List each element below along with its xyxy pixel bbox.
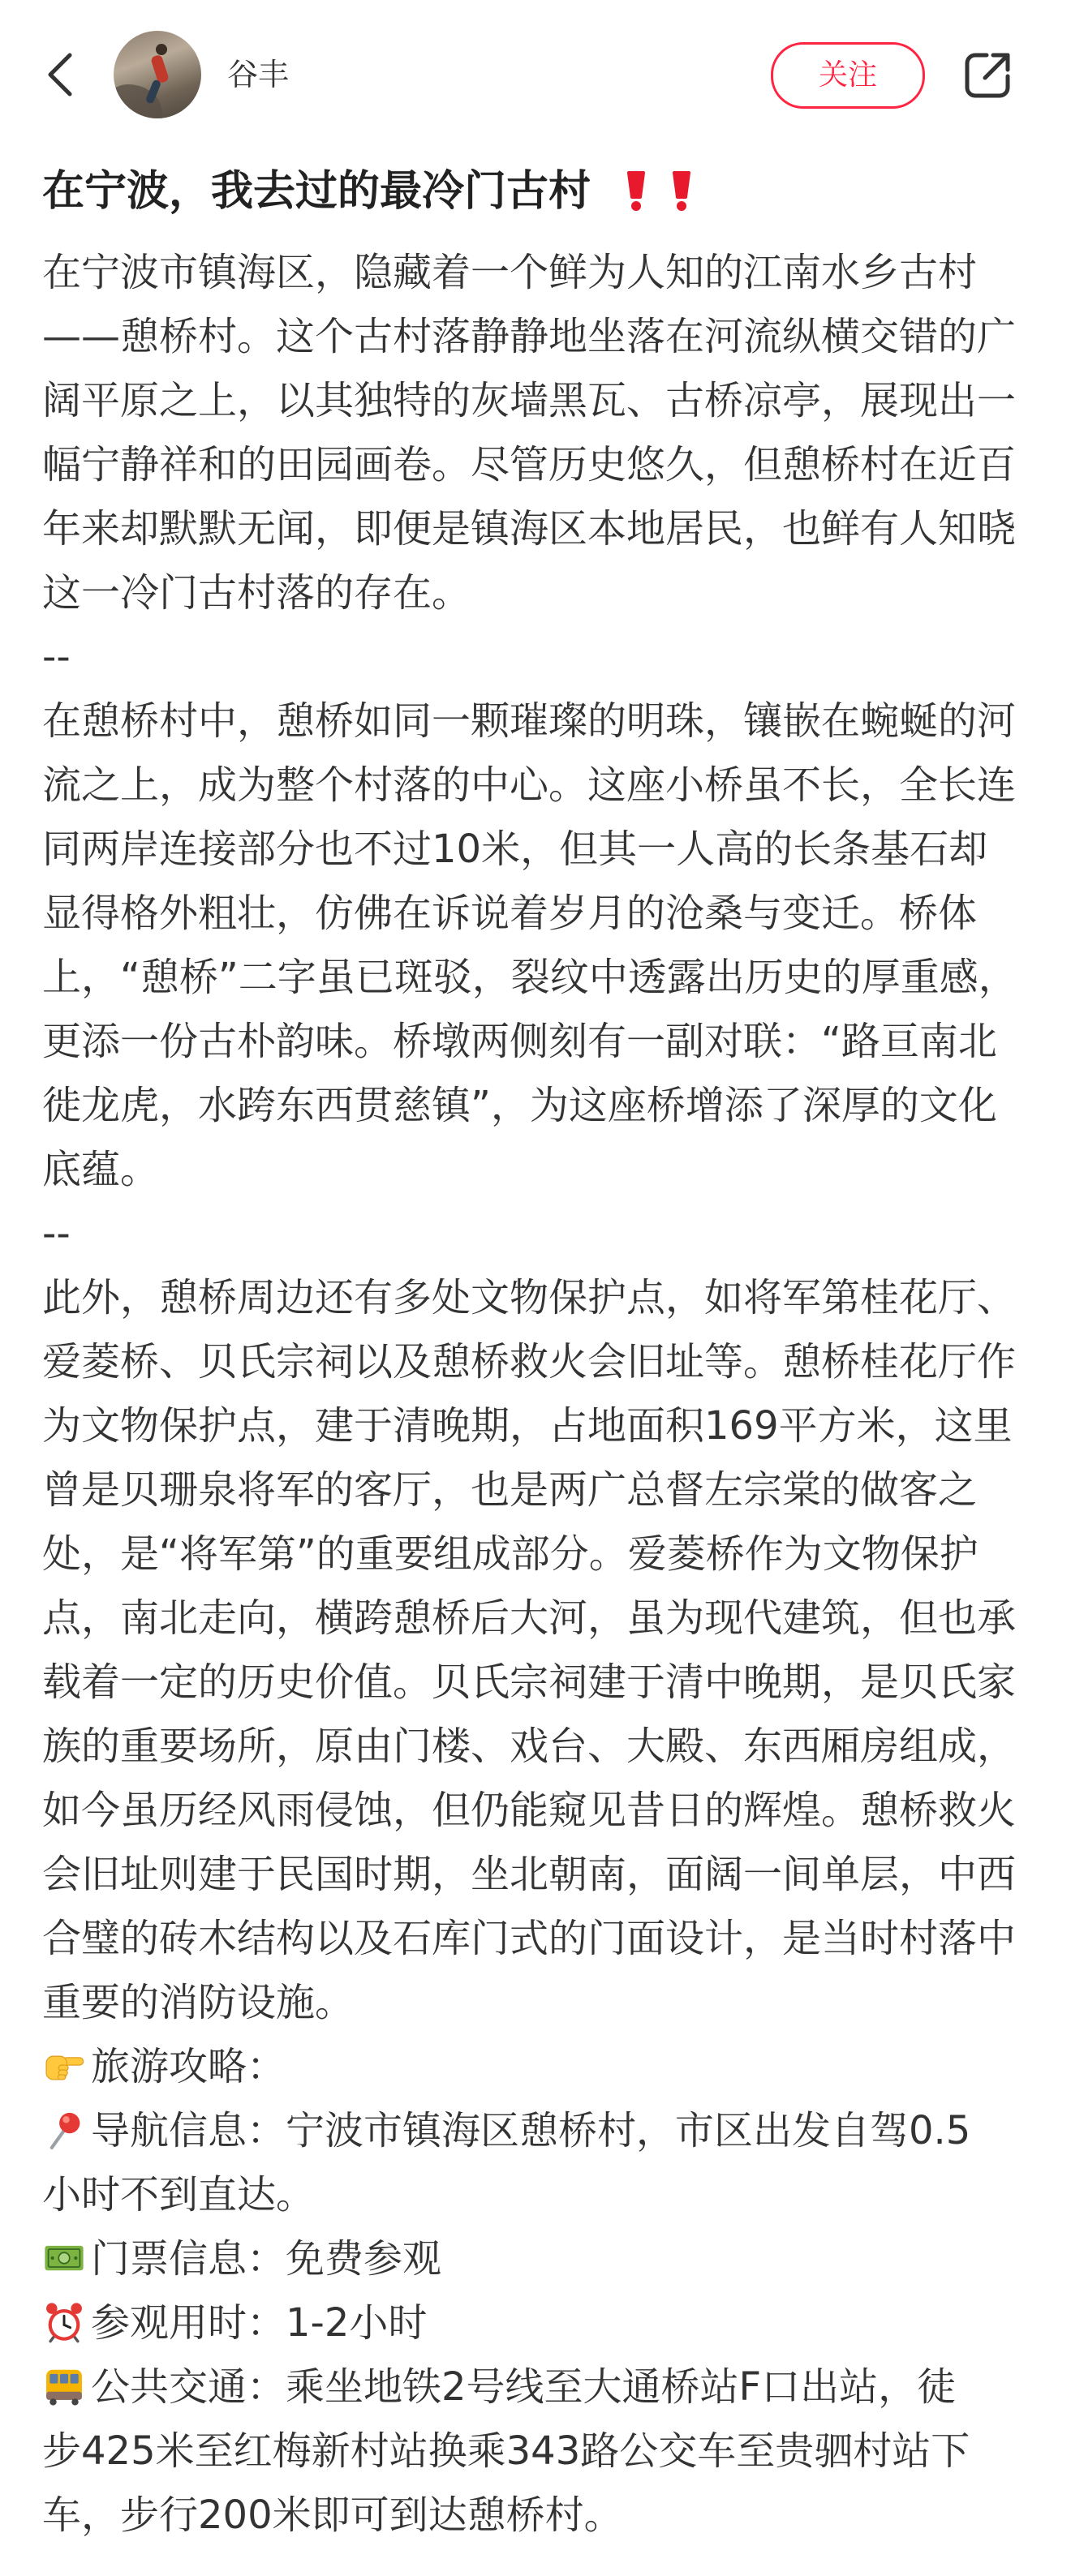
guide-heading — [42, 2035, 1029, 2099]
text-line: 族的重要场所，原由门楼、戏台、大殿、东西厢房组成， — [42, 1724, 1017, 1769]
text-line: 流之上，成为整个村落的中心。这座小桥虽不长，全长连 — [42, 762, 1017, 808]
tram-car-icon — [42, 2364, 86, 2408]
guide-item-text: 导航信息：宁波市镇海区憩桥村，市区出发自驾0.5 — [91, 2108, 971, 2153]
guide-item-text: 门票信息：免费参观 — [91, 2236, 442, 2282]
guide-item-text: 参观用时：1-2小时 — [91, 2300, 428, 2346]
post-title — [42, 165, 1029, 217]
guide-item-text: 车，步行200米即可到达憩桥村。 — [42, 2492, 623, 2538]
travel-guide — [42, 2035, 1029, 2548]
text-line: 这一冷门古村落的存在。 — [42, 570, 471, 616]
text-line: 在憩桥村中，憩桥如同一颗璀璨的明珠，镶嵌在蜿蜒的河 — [42, 698, 1017, 744]
pin-icon — [42, 2108, 86, 2152]
guide-item-line — [42, 2419, 1029, 2484]
guide-item-text: 公共交通：乘坐地铁2号线至大通桥站F口出站，徒 — [91, 2364, 957, 2410]
text-line: 在宁波市镇海区，隐藏着一个鲜为人知的江南水乡古村 — [42, 250, 978, 295]
chevron-left-icon — [42, 50, 78, 99]
text-line: 点，南北走向，横跨憩桥后大河，虽为现代建筑，但也承 — [42, 1595, 1017, 1641]
paragraph — [42, 1266, 1029, 2035]
guide-item-line — [42, 2291, 1029, 2355]
paragraph — [42, 689, 1029, 1202]
money-icon — [42, 2236, 86, 2280]
author-name[interactable]: 谷丰 — [227, 57, 290, 92]
guide-item-text: 步425米至红梅新村站换乘343路公交车至贵驷村站下 — [42, 2428, 970, 2474]
guide-item — [42, 2099, 1029, 2227]
guide-heading-text: 旅游攻略： — [91, 2044, 286, 2089]
guide-item — [42, 2355, 1029, 2548]
post-content — [42, 241, 1029, 2548]
text-line: 合璧的砖木结构以及石库门式的门面设计，是当时村落中 — [42, 1916, 1017, 1961]
share-button[interactable] — [962, 49, 1014, 101]
separator-line: -- — [42, 1211, 71, 1256]
paragraph — [42, 241, 1029, 625]
text-line: 曾是贝珊泉将军的客厅，也是两广总督左宗棠的做客之 — [42, 1467, 978, 1513]
text-line: 同两岸连接部分也不过10米，但其一人高的长条基石却 — [42, 826, 988, 872]
guide-item-line — [42, 2227, 1029, 2291]
text-line: 更添一份古朴韵味。桥墩两侧刻有一副对联：“路亘南北 — [42, 1019, 997, 1064]
pointing-hand-icon — [42, 2044, 86, 2088]
text-line: 此外，憩桥周边还有多处文物保护点，如将军第桂花厅、 — [42, 1275, 1017, 1320]
text-line: 爱菱桥、贝氏宗祠以及憩桥救火会旧址等。憩桥桂花厅作 — [42, 1339, 1017, 1385]
red-exclamation-icon — [622, 170, 651, 212]
guide-item-line — [42, 2099, 1029, 2163]
text-line: 载着一定的历史价值。贝氏宗祠建于清中晚期，是贝氏家 — [42, 1659, 1017, 1705]
post-header — [0, 0, 1071, 149]
text-line: 会旧址则建于民国时期，坐北朝南，面阔一间单层，中西 — [42, 1852, 1017, 1897]
text-line: ——憩桥村。这个古村落静静地坐落在河流纵横交错的广 — [42, 314, 1017, 359]
separator-line: -- — [42, 634, 71, 680]
text-line: 重要的消防设施。 — [42, 1980, 355, 2025]
guide-item — [42, 2227, 1029, 2291]
alarm-clock-icon — [42, 2300, 86, 2344]
guide-item-line — [42, 2484, 1029, 2548]
guide-item-line — [42, 2355, 1029, 2419]
follow-button[interactable]: 关注 — [771, 42, 925, 109]
text-line: 底蕴。 — [42, 1147, 160, 1192]
red-exclamation-icon — [667, 170, 696, 212]
text-line: 幅宁静祥和的田园画卷。尽管历史悠久，但憩桥村在近百 — [42, 442, 1017, 487]
text-line: 年来却默默无闻，即便是镇海区本地居民，也鲜有人知晓 — [42, 506, 1017, 552]
text-line: 上，“憩桥”二字虽已斑驳，裂纹中透露出历史的厚重感， — [42, 955, 1017, 1000]
guide-item — [42, 2291, 1029, 2355]
avatar[interactable] — [114, 31, 201, 118]
post-title-text: 在宁波，我去过的最冷门古村 — [42, 167, 591, 216]
guide-item-text: 小时不到直达。 — [42, 2172, 316, 2218]
text-line: 处，是“将军第”的重要组成部分。爱菱桥作为文物保护 — [42, 1531, 979, 1577]
text-line: 如今虽历经风雨侵蚀，但仍能窥见昔日的辉煌。憩桥救火 — [42, 1788, 1017, 1833]
share-icon — [962, 49, 1014, 101]
text-line: 为文物保护点，建于清晚期，占地面积169平方米，这里 — [42, 1403, 1013, 1449]
text-line: 显得格外粗壮，仿佛在诉说着岁月的沧桑与变迁。桥体 — [42, 891, 978, 936]
text-line: 徙龙虎，水跨东西贯慈镇”，为这座桥增添了深厚的文化 — [42, 1083, 997, 1128]
text-line: 阔平原之上，以其独特的灰墙黑瓦、古桥凉亭，展现出一 — [42, 378, 1017, 423]
guide-item-line — [42, 2163, 1029, 2227]
back-button[interactable] — [42, 50, 78, 99]
